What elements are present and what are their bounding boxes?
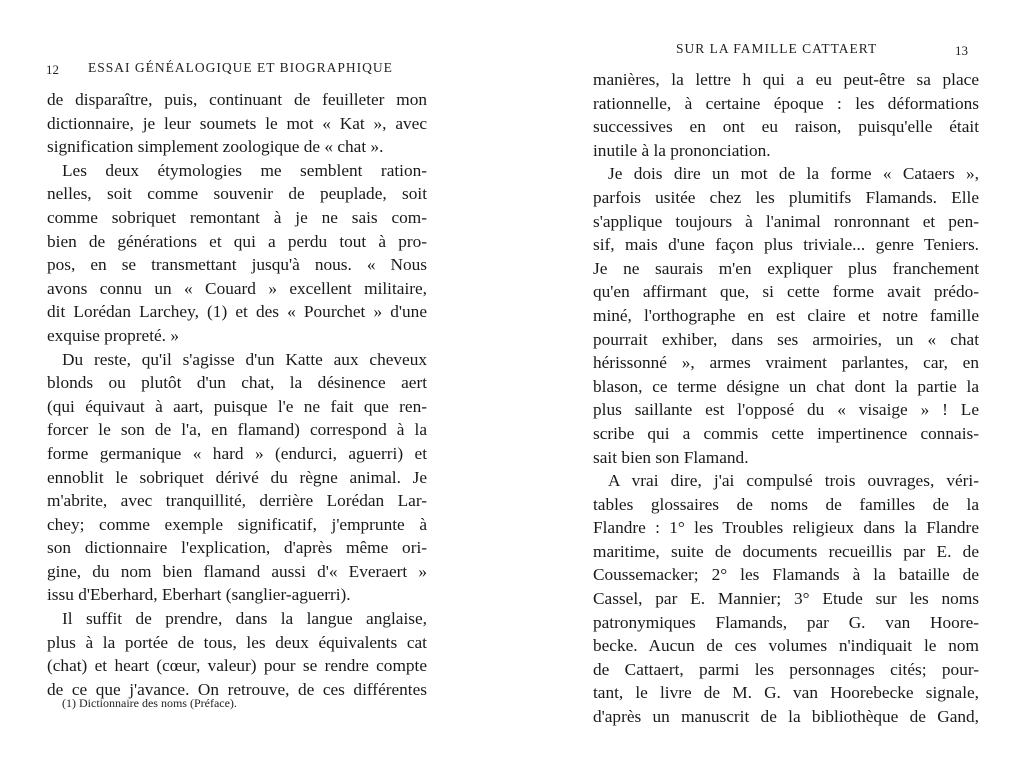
text-line: m'abrite, avec tranquillité, derrière Lorédan Lar- (47, 491, 427, 511)
left-folio: 12 (46, 62, 59, 77)
text-line: signification simplement zoologique de « chat ». (47, 137, 384, 157)
text-line: Les deux étymologies me semblent ration- (62, 160, 427, 180)
text-line: de ce que j'avance. On retrouve, de ces différentes (47, 679, 427, 699)
text-line: nelles, soit comme souvenir de peuplade, soit (47, 184, 427, 204)
text-line: Flandre : 1° les Troubles religieux dans la Flandre (593, 518, 979, 538)
text-line: bien de générations et qui a perdu tout à pro- (47, 231, 427, 251)
text-line: tant, le livre de M. G. van Hoorebecke signale, (593, 683, 979, 703)
text-line: maritime, suite de documents recueillis par E. de (593, 541, 979, 561)
text-line: inutile à la prononciation. (593, 140, 771, 160)
text-line: Il suffit de prendre, dans la langue anglaise, (62, 609, 427, 629)
left-running-head: ESSAI GÉNÉALOGIQUE ET BIOGRAPHIQUE (88, 60, 393, 75)
text-line: patronymiques Flamands, par G. van Hoore- (593, 612, 979, 632)
text-line: sait bien son Flamand. (593, 447, 749, 467)
text-line: blason, ce terme désigne un chat dont la partie la (593, 376, 979, 396)
text-line: becke. Aucun de ces volumes n'indiquait le nom (593, 636, 979, 656)
text-line: exquise propreté. » (47, 325, 179, 345)
text-line: d'après un manuscrit de la bibliothèque de Gand, (593, 707, 979, 727)
text-line: forcer le son de l'a, en flamand) correspond à la (47, 420, 427, 440)
text-line: pourrait exhiber, dans ses armoiries, un « chat (593, 329, 979, 349)
text-line: issu d'Eberhard, Eberhart (sanglier-aguerri). (47, 585, 351, 605)
text-line: parfois usitée chez les plumitifs Flamands. Elle (593, 187, 979, 207)
text-line: (chat) et heart (cœur, valeur) pour se rendre compte (47, 656, 427, 676)
text-line: de disparaître, puis, continuant de feuilleter mon (47, 90, 427, 109)
text-line: manières, la lettre h qui a eu peut-être sa place (593, 70, 979, 89)
text-line: blonds ou plutôt d'un chat, la désinence aert (47, 373, 427, 393)
text-line: dictionnaire, je leur soumets le mot « Kat », avec (47, 113, 427, 133)
left-body-text (47, 88, 427, 701)
text-line: Du reste, qu'il s'agisse d'un Katte aux cheveux (62, 349, 427, 369)
left-footnote: (1) Dictionnaire des noms (Préface). (62, 696, 237, 710)
text-line: successives en ont eu raison, puisqu'elle était (593, 117, 979, 137)
text-line: Je dois dire un mot de la forme « Cataers », (608, 164, 979, 184)
text-line: qu'en affirmant que, si cette forme avait prédo- (593, 282, 979, 302)
text-line: sif, mais d'une façon plus triviale... genre Teniers. (593, 235, 979, 255)
text-line: plus saillante est l'opposé du « visaige » ! Le (593, 400, 979, 420)
text-line: son dictionnaire l'explication, d'après même ori- (47, 538, 427, 558)
text-line: pos, en se transmettant jusqu'à nous. « Nous (47, 255, 427, 275)
text-line: ennoblit le sobriquet dérivé du règne animal. Je (47, 467, 427, 487)
text-line: (qui équivaut à aart, puisque l'e ne fait que ren- (47, 396, 427, 416)
text-line: gine, du nom bien flamand aussi d'« Everaert » (47, 561, 427, 581)
text-line: s'applique toujours à l'animal ronronnant et pen- (593, 211, 979, 231)
text-line: forme germanique « hard » (endurci, aguerri) et (47, 443, 427, 463)
text-line: comme sobriquet remontant à je ne sais com- (47, 207, 427, 227)
text-line: Cassel, par E. Mannier; 3° Etude sur les noms (593, 589, 979, 609)
text-line: Je ne saurais m'en expliquer plus franchement (593, 258, 979, 278)
text-line: chey; comme exemple significatif, j'emprunte à (47, 514, 427, 534)
right-running-head: SUR LA FAMILLE CATTAERT (676, 41, 878, 56)
text-line: hérissonné », armes vraiment parlantes, car, en (593, 353, 979, 373)
text-line: Coussemacker; 2° les Flamands à la bataille de (593, 565, 979, 585)
text-line: scribe qui a commis cette impertinence connais- (593, 423, 979, 443)
text-line: de Cattaert, parmi les personnages cités; pour- (593, 659, 979, 679)
text-line: tables glossaires de noms de familles de la (593, 494, 979, 514)
text-line: miné, l'orthographe en est claire et notre famille (593, 305, 979, 325)
right-folio: 13 (955, 43, 968, 58)
text-line: dit Lorédan Larchey, (1) et des « Pourchet » d'une (47, 302, 427, 322)
text-line: rationnelle, à certaine époque : les déformations (593, 93, 979, 113)
text-line: A vrai dire, j'ai compulsé trois ouvrages, véri- (608, 471, 979, 491)
right-body-text (593, 68, 979, 729)
text-line: plus à la portée de tous, les deux équivalents cat (47, 632, 427, 652)
text-line: avons connu un « Couard » excellent militaire, (47, 278, 427, 298)
